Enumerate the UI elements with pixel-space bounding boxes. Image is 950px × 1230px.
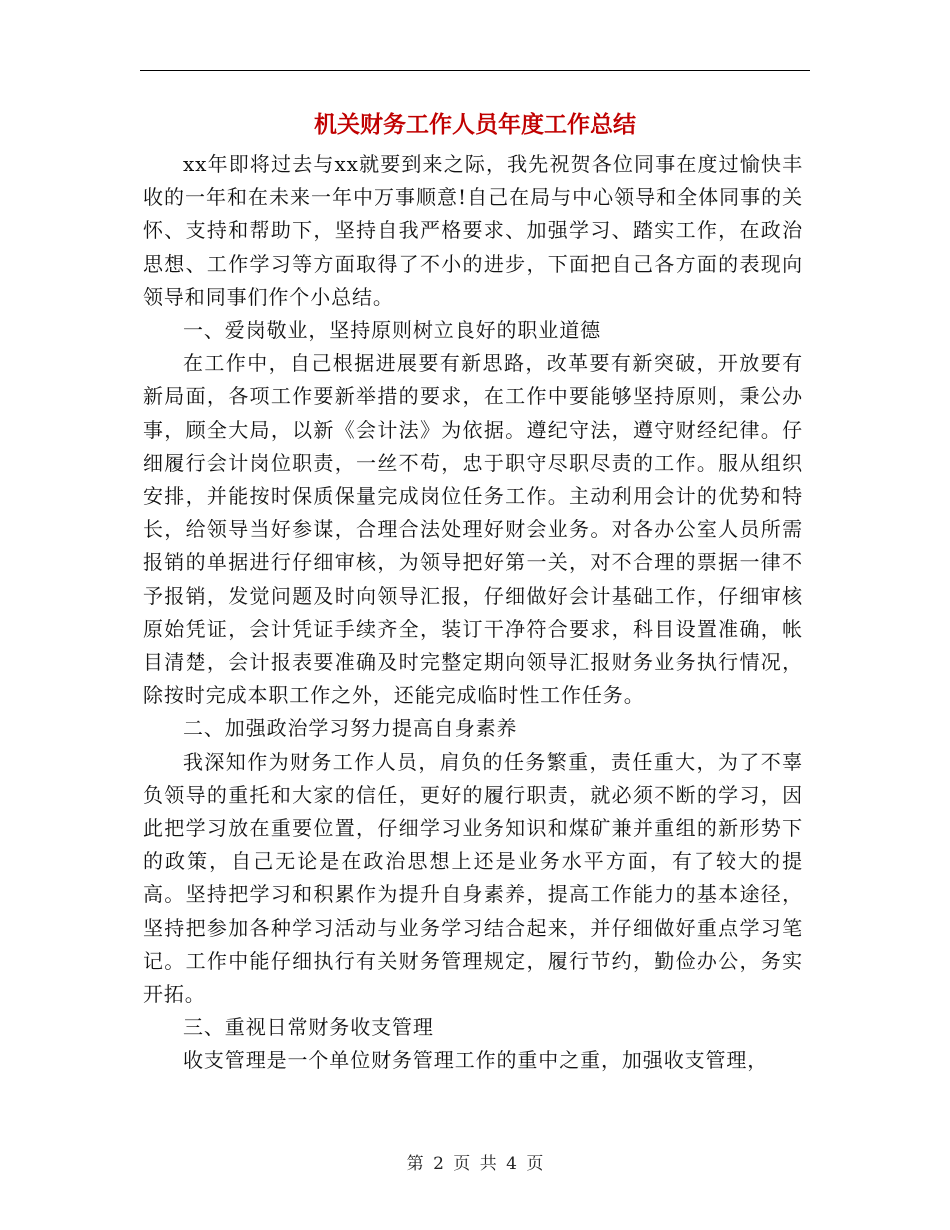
document-title: 机关财务工作人员年度工作总结 bbox=[314, 112, 636, 138]
page-number-footer: 第 2 页 共 4 页 bbox=[406, 1154, 544, 1174]
paragraph-section-1: 在工作中，自己根据进展要有新思路，改革要有新突破，开放要有新局面，各项工作要新举措的要求，在工作中要能够坚持原则，秉公办事，顾全大局，以新《会计法》为依据。遵纪守法，遵守财经纪律。仔细履行会计岗位职责，一丝不苟，忠于职守尽职尽责的工作。服从组织安排，并能按时保质保量完成岗位任务工作。主动利用会计的优势和特长，给领导当好参谋，合理合法处理好财会业务。对各办公室人员所需报销的单据进行仔细审核，为领导把好第一关，对不合理的票据一律不予报销，发觉问题及时向领导汇报，仔细做好会计基础工作，仔细审核原始凭证，会计凭证手续齐全，装订干净符合要求，科目设置准确，帐目清楚，会计报表要准确及时完整定期向领导汇报财务业务执行情况，除按时完成本职工作之外，还能完成临时性工作任务。 bbox=[143, 351, 803, 708]
section-heading-1: 一、爱岗敬业，坚持原则树立良好的职业道德 bbox=[183, 318, 601, 343]
header-rule bbox=[140, 70, 810, 71]
document-body bbox=[143, 148, 803, 1078]
paragraph-intro: xx年即将过去与xx就要到来之际，我先祝贺各位同事在度过愉快丰收的一年和在未来一年中万事顺意!自己在局与中心领导和全体同事的关怀、支持和帮助下，坚持自我严格要求、加强学习、踏实工作，在政治思想、工作学习等方面取得了不小的进步，下面把自己各方面的表现向领导和同事们作个小总结。 bbox=[143, 152, 803, 309]
paragraph-section-2: 我深知作为财务工作人员，肩负的任务繁重，责任重大，为了不辜负领导的重托和大家的信任，更好的履行职责，就必须不断的学习，因此把学习放在重要位置，仔细学习业务知识和煤矿兼并重组的新形势下的政策，自己无论是在政治思想上还是业务水平方面，有了较大的提高。坚持把学习和积累作为提升自身素养，提高工作能力的基本途径，坚持把参加各种学习活动与业务学习结合起来，并仔细做好重点学习笔记。工作中能仔细执行有关财务管理规定，履行节约，勤俭办公，务实开拓。 bbox=[143, 749, 803, 1007]
section-heading-3: 三、重视日常财务收支管理 bbox=[183, 1015, 434, 1040]
section-heading-2: 二、加强政治学习努力提高自身素养 bbox=[183, 716, 518, 741]
paragraph-section-3: 收支管理是一个单位财务管理工作的重中之重，加强收支管理， bbox=[183, 1048, 769, 1073]
